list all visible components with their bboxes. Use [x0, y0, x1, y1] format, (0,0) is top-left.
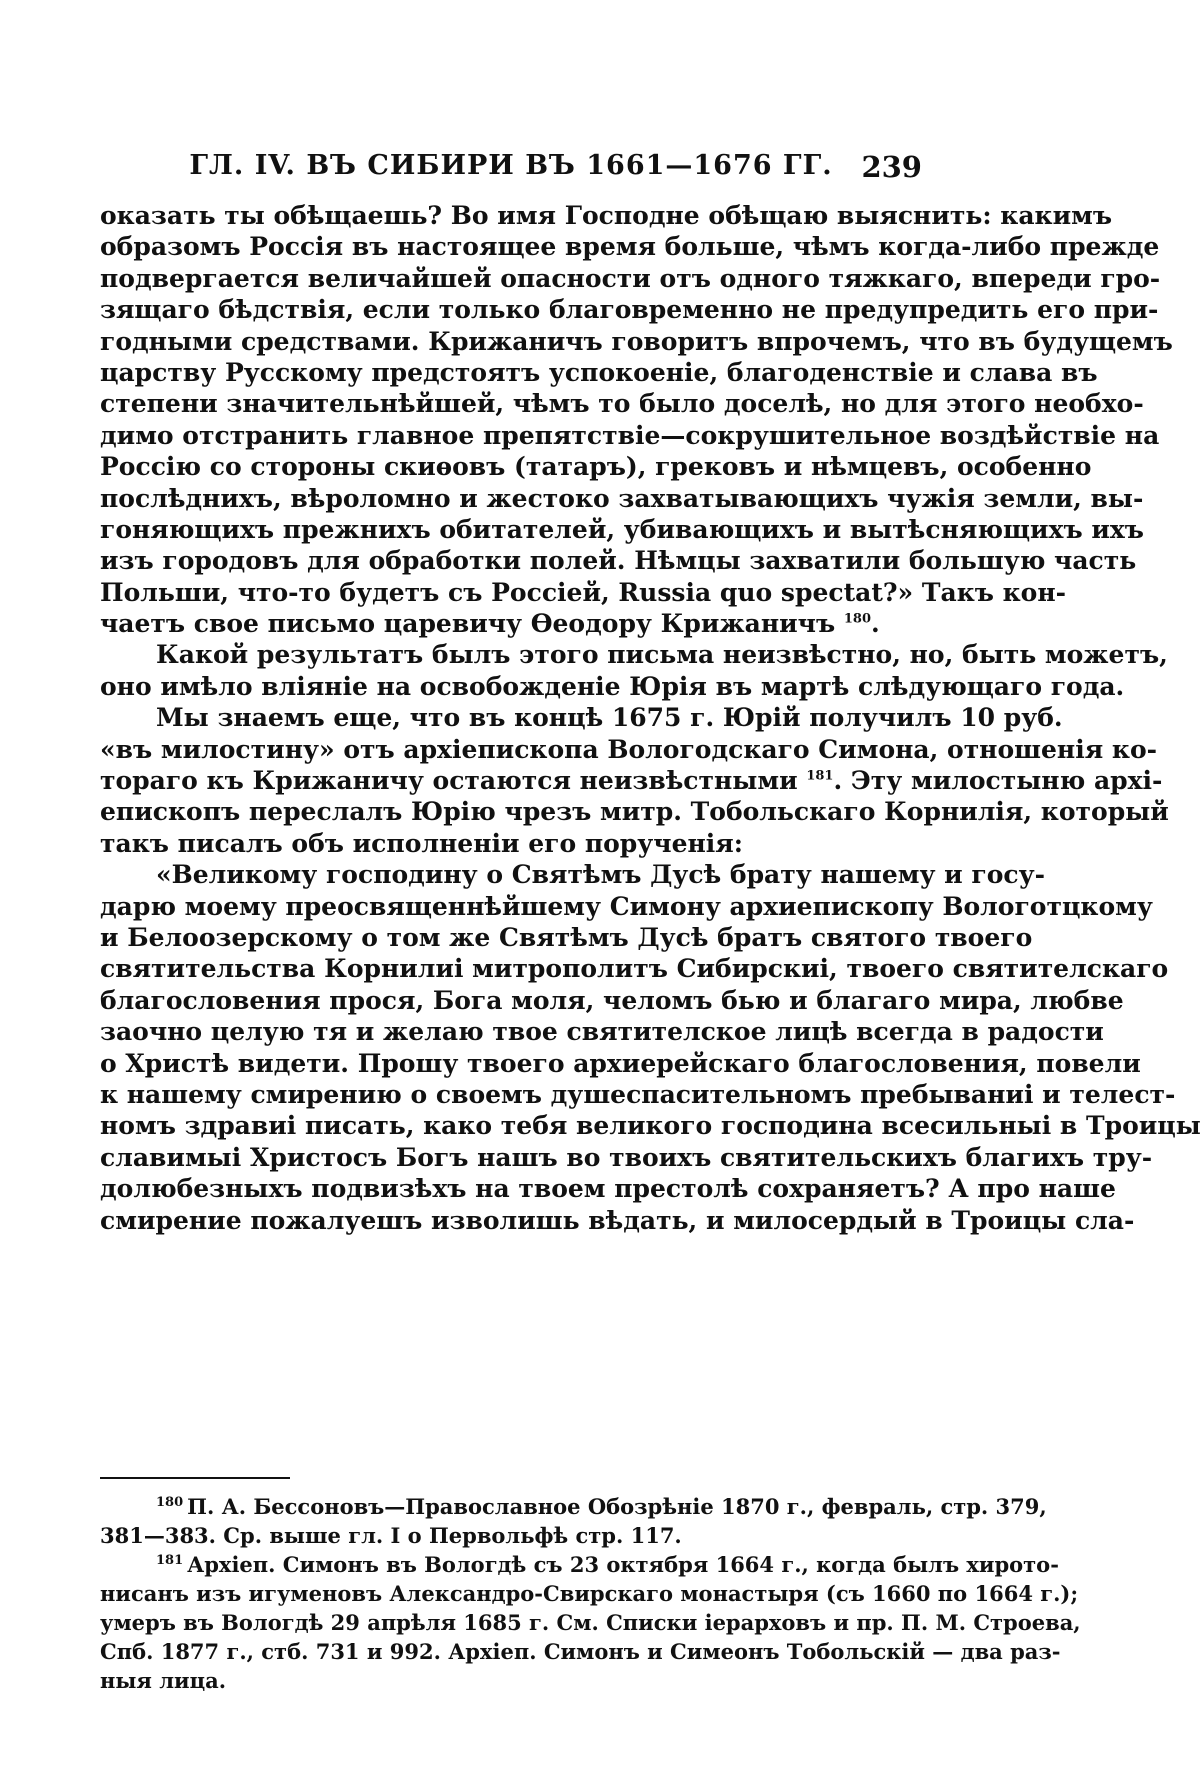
text-line: зящаго бѣдствія, если только благовременно не предупредить его при- — [100, 295, 1159, 325]
footnote-separator — [100, 1477, 290, 1479]
footnote-line: 381—383. Ср. выше гл. I о Первольфѣ стр. 117. — [100, 1523, 682, 1548]
text-line: Россію со стороны скиѳовъ (татаръ), грековъ и нѣмцевъ, особенно — [100, 452, 1092, 482]
text-line: дарю моему преосвященнѣйшему Симону архиепископу Вологотцкому — [100, 891, 1153, 921]
text-line: Польши, что-то будетъ съ Россіей, Russia quo spectat?» Такъ кон- — [100, 577, 1067, 607]
text-line: номъ здравиі писать, како тебя великого господина всесильныі в Троицы — [100, 1111, 1201, 1141]
text-line: «въ милостину» отъ архіепископа Вологодскаго Симона, отношенія ко- — [100, 734, 1158, 764]
footnote-number: 180 — [156, 1495, 184, 1510]
main-text — [100, 200, 1201, 1236]
footnote-line: умеръ въ Вологдѣ 29 апрѣля 1685 г. См. Списки іерарховъ и пр. П. М. Строева, — [100, 1610, 1081, 1635]
text-line: образомъ Россія въ настоящее время больше, чѣмъ когда-либо прежде — [100, 232, 1160, 262]
text-line: такъ писалъ объ исполненіи его порученія: — [100, 828, 743, 858]
text-line: заочно целую тя и желаю твое святителское лицѣ всегда в радости — [100, 1017, 1104, 1047]
page-number: 239 — [861, 150, 922, 184]
text-line: смирение пожалуешъ изволишь вѣдать, и милосердый в Троицы сла- — [100, 1205, 1135, 1235]
footnote-text: П. А. Бессоновъ—Православное Обозрѣніе 1870 г., февраль, стр. 379, — [187, 1494, 1047, 1519]
text-line: изъ городовъ для обработки полей. Нѣмцы захватили большую часть — [100, 546, 1137, 576]
footnote-181 — [100, 1550, 1059, 1579]
text-line: оно имѣло вліяніе на освобожденіе Юрія въ мартѣ слѣдующаго года. — [100, 671, 1125, 701]
text-line: гоняющихъ прежнихъ обитателей, убивающихъ и вытѣсняющихъ ихъ — [100, 514, 1144, 544]
page-header — [100, 150, 922, 190]
text-line: димо отстранить главное препятствіе—сокрушительное воздѣйствіе на — [100, 420, 1160, 450]
text-run: чаетъ свое письмо царевичу Ѳеодору Крижаничъ — [100, 609, 836, 639]
text-line: к нашему смирению о своемъ душеспасительномъ пребываниі и телест- — [100, 1079, 1176, 1109]
text-line: Какой результатъ былъ этого письма неизвѣстно, но, быть можетъ, — [156, 640, 1168, 670]
text-line: славимыі Христосъ Богъ нашъ во твоихъ святительскихъ благихъ тру- — [100, 1142, 1153, 1172]
footnote-number: 181 — [156, 1553, 184, 1568]
text-line: послѣднихъ, вѣроломно и жестоко захватывающихъ чужія земли, вы- — [100, 483, 1144, 513]
text-line: долюбезныхъ подвизѣхъ на твоем престолѣ сохраняетъ? А про наше — [100, 1174, 1116, 1204]
footnote-line: нисанъ изъ игуменовъ Александро-Свирскаго монастыря (съ 1660 по 1664 г.); — [100, 1581, 1079, 1606]
text-run: тораго къ Крижаничу остаются неизвѣстными — [100, 766, 798, 796]
text-line — [100, 765, 1163, 796]
footnote-ref-181: 181 — [806, 768, 834, 784]
text-line: Мы знаемъ еще, что въ концѣ 1675 г. Юрій получилъ 10 руб. — [156, 703, 1063, 733]
footnote-line: ныя лица. — [100, 1668, 227, 1693]
text-line: степени значительнѣйшей, чѣмъ то было доселѣ, но для этого необхо- — [100, 389, 1144, 419]
footnote-ref-180: 180 — [843, 611, 872, 627]
footnote-180 — [100, 1492, 1047, 1521]
footnote-text: Архіеп. Симонъ въ Вологдѣ съ 23 октября 1664 г., когда былъ хирото- — [187, 1552, 1059, 1577]
footnote-line: Спб. 1877 г., стб. 731 и 992. Архіеп. Симонъ и Симеонъ Тобольскій — два раз- — [100, 1639, 1061, 1664]
text-line: епископъ переслалъ Юрію чрезъ митр. Тобольскаго Корнилія, который — [100, 797, 1169, 827]
text-line: оказать ты обѣщаешь? Во имя Господне обѣщаю выяснить: какимъ — [100, 201, 1113, 230]
text-line: святительства Корнилиі митрополитъ Сибирскиі, твоего святителскаго — [100, 954, 1169, 984]
text-line: «Великому господину о Святѣмъ Дусѣ брату нашему и госу- — [156, 860, 1045, 890]
running-title: ГЛ. IV. ВЪ СИБИРИ ВЪ 1661—1676 ГГ. — [189, 150, 833, 181]
text-line: годными средствами. Крижаничъ говоритъ впрочемъ, что въ будущемъ — [100, 326, 1173, 356]
text-run: . Эту милостыню архі- — [833, 766, 1163, 796]
text-line: царству Русскому предстоятъ успокоеніе, благоденствіе и слава въ — [100, 357, 1098, 387]
text-line: благословения прося, Бога моля, челомъ бью и благаго мира, любве — [100, 985, 1124, 1015]
footnotes — [100, 1492, 1081, 1695]
text-line: чаетъ свое письмо царевичу Ѳеодору Крижаничъ $^{180}$. — [100, 609, 880, 639]
text-line: и Белоозерскому о том же Святѣмъ Дусѣ братъ святого твоего — [100, 922, 1033, 952]
text-line: о Христѣ видети. Прошу твоего архиерейскаго благословения, повели — [100, 1048, 1141, 1078]
text-line: подвергается величайшей опасности отъ одного тяжкаго, впереди гро- — [100, 263, 1161, 293]
